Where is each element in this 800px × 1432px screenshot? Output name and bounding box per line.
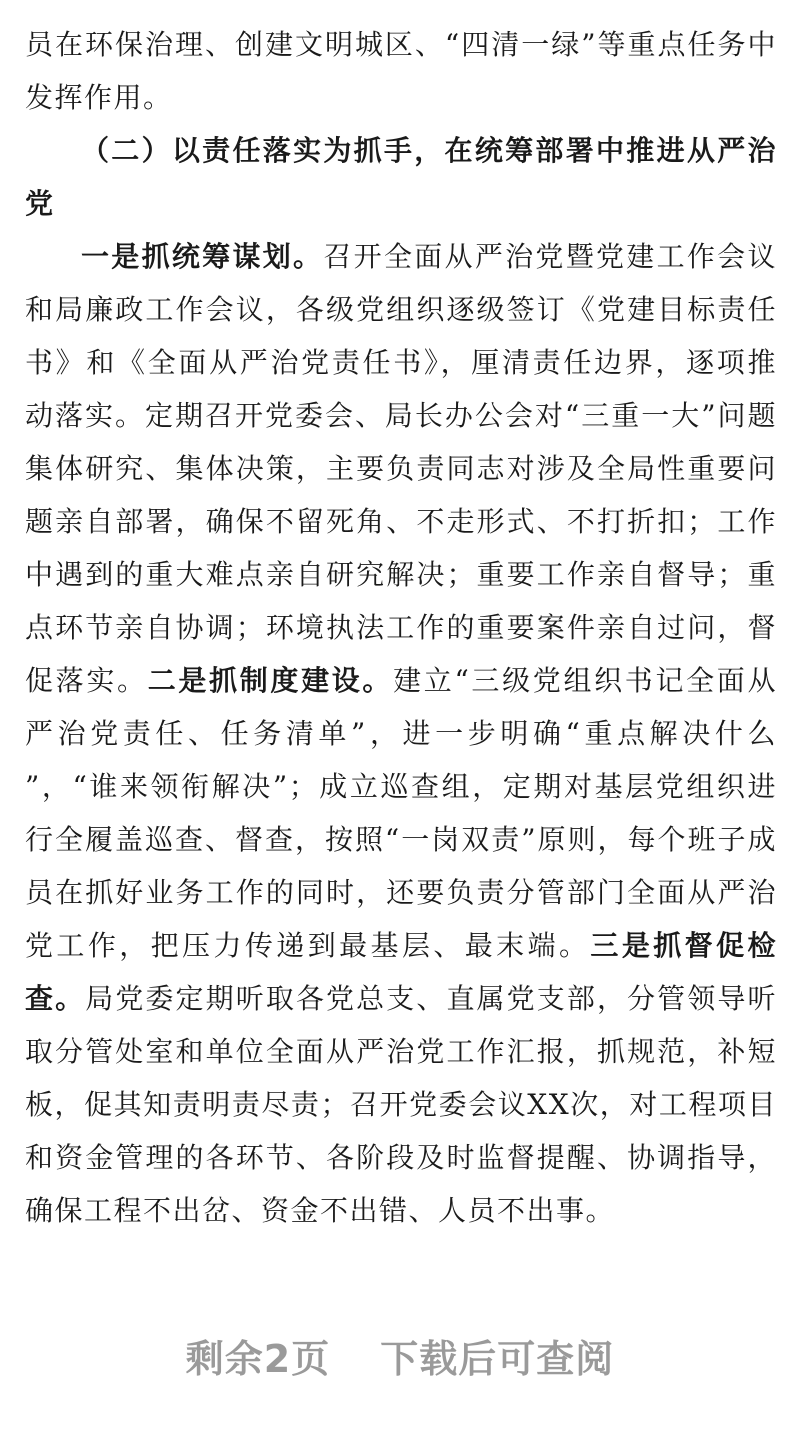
remaining-pages-text: 剩余2页 xyxy=(185,1337,331,1381)
body-system: 建立“三级党组织书记全面从严治党责任、任务清单”，进一步明确“重点解决什么 ”，“谁来领衔解决”；成立巡查组，定期对基层党组织进行全履盖巡查、督查，按照“一岗双责”原则，每个班子成员在抓好业务工作的同时，还要负责分管部门全面从严治党工作，把压力传递到最基层、最末端。 xyxy=(25,664,777,962)
document-body xyxy=(25,18,777,1237)
download-prompt[interactable] xyxy=(0,1328,800,1383)
lead-phrase-system: 二是抓制度建设。 xyxy=(147,664,394,697)
download-to-view-text: 下载后可查阅 xyxy=(380,1337,615,1381)
lead-phrase-planning: 一是抓统筹谋划。 xyxy=(81,240,324,273)
lead-phrase-inspection: 三是抓督促检查。 xyxy=(25,929,777,1015)
paragraph-continuation: 员在环保治理、创建文明城区、“四清一绿”等重点任务中发挥作用。 xyxy=(25,28,777,114)
body-planning: 召开全面从严治党暨党建工作会议和局廉政工作会议，各级党组织逐级签订《党建目标责任书》和《全面从严治党责任书》，厘清责任边界，逐项推动落实。定期召开党委会、局长办公会对“三重一大”问题集体研究、集体决策，主要负责同志对涉及全局性重要问题亲自部署，确保不留死角、不走形式、不打折扣；工作中遇到的重大难点亲自研究解决；重要工作亲自督导；重点环节亲自协调；环境执法工作的重要案件亲自过问，督促落实。 xyxy=(25,240,777,697)
section-heading: （二）以责任落实为抓手，在统筹部署中推进从严治党 xyxy=(25,134,777,220)
body-inspection: 局党委定期听取各党总支、直属党支部，分管领导听取分管处室和单位全面从严治党工作汇报，抓规范，补短板，促其知责明责尽责；召开党委会议XX次，对工程项目和资金管理的各环节、各阶段及时监督提醒、协调指导，确保工程不出岔、资金不出错、人员不出事。 xyxy=(25,982,777,1227)
paragraph-main xyxy=(25,230,777,1237)
